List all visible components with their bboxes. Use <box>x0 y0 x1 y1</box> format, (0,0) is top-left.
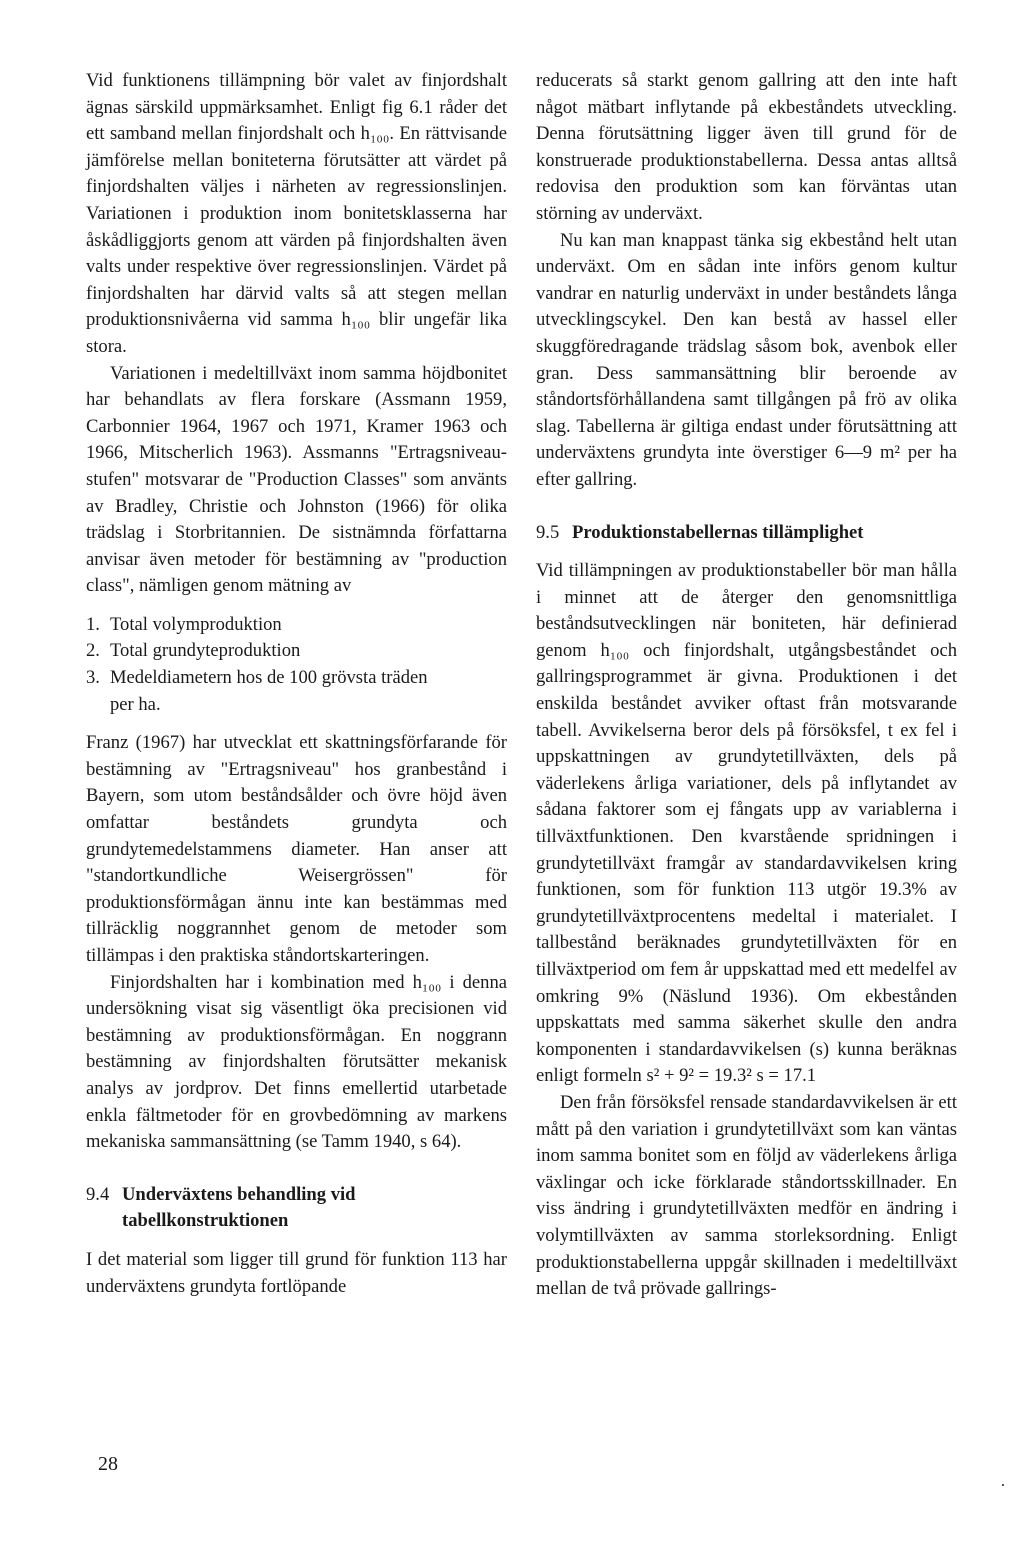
paragraph: Den från försöksfel rensade standardavvikelsen är ett mått på den variation i grundytetillväxt som kan väntas inom samma bonitet som en följd av väderlekens årliga växlingar och icke förklarade ståndortsskillnader. En viss ändring i grundytetillväxten medför en ändring i volymtillväxten av samma storleksordning. Enligt produktionstabellerna uppgår skillnaden i medeltillväxt mellan de två prövade gallrings- <box>536 1091 957 1300</box>
paragraph: Nu kan man knappast tänka sig ekbestånd helt utan underväxt. Om en sådan inte införs genom kultur vandrar en naturlig underväxt in under beståndets långa utvecklingscykel. Den kan bestå av hassel eller skuggföredragande trädslag såsom bok, avenbok eller gran. Dess sammansättning blir beroende av ståndortsförhållandena samt tillgången på frö av olika slag. Tabellerna är giltiga endast under förutsättning att underväxtens grundyta inte överstiger 6—9 m² per ha efter gallring. <box>536 229 957 490</box>
section-heading-9-5 <box>536 520 957 547</box>
scan-speck <box>1002 1484 1004 1486</box>
list-item: 1. Total volymproduktion <box>86 613 282 635</box>
section-heading-9-4 <box>86 1182 507 1235</box>
right-column <box>536 68 957 1303</box>
measurement-list <box>86 612 507 718</box>
list-item: 2. Total grundyteproduktion <box>86 640 301 662</box>
paragraph: Vid funktionens tillämpning bör valet av finjordshalt ägnas särskild uppmärksamhet. Enligt fig 6.1 råder det ett samband mellan finjordshalt och h₁₀₀. En rättvisande jämförelse mellan boniteterna förutsätter att värdet på finjordshalten väljes i närheten av regressionslinjen. Variationen i produktion inom bonitetsklasserna har åskådliggjorts genom att värden på finjordshalten även valts under respektive över regressionslinjen. Värdet på finjordshalten har därvid valts så att stegen mellan produktionsnivåerna vid samma h₁₀₀ blir ungefär lika stora. <box>86 70 507 357</box>
left-column <box>86 68 507 1300</box>
page-number: 28 <box>98 1453 118 1475</box>
paragraph: Finjordshalten har i kombination med h₁₀₀ i denna undersökning visat sig väsentligt öka precisionen vid bestämning av produktionsförmågan. En noggrann bestämning av finjordshalten förutsätter mekanisk analys av jordprov. Det finns emellertid utarbetade enkla fältmetoder för en grovbedömning av markens mekaniska sammansättning (se Tamm 1940, s 64). <box>86 971 507 1153</box>
section-title: Underväxtens behandling vid tabellkonstruktionen <box>122 1183 356 1232</box>
section-title: Produktionstabellernas tillämplighet <box>572 521 864 543</box>
paragraph: Franz (1967) har utvecklat ett skattningsförfarande för bestämning av "Ertragsniveau" hos granbestånd i Bayern, som utom beståndsålder och övre höjd även omfattar beståndets grundyta och grundytemedelstammens diameter. Han anser att "standortkundliche Weisergrössen" för produktionsförmågan ännu inte kan bestämmas med tillräcklig noggrannhet genom de metoder som tillämpas i den praktiska ståndortskarteringen. <box>86 732 507 966</box>
section-number: 9.5 <box>536 521 560 543</box>
paragraph: Vid tillämpningen av produktionstabeller bör man hålla i minnet att de återger den genomsnittliga beståndsutvecklingen när boniteten, här definierad genom h₁₀₀ och finjordshalt, utgångsbeståndet och gallringsprogrammet är givna. Produktionen i det enskilda beståndet avviker oftast från motsvarande tabell. Avvikelserna beror dels på försöksfel, t ex fel i uppskattningen av grundytetillväxten, dels på väderlekens årliga variationer, dels på inflytandet av sådana faktorer som ej fångats upp av variablerna i tillväxtfunktionen. Den kvarstående spridningen i grundytetillväxt framgår av standardavvikelsen kring funktionen, som för funktion 113 utgör 19.3% av grundytetillväxtprocentens medeltal i materialet. I tallbestånd beräknades grundytetillväxten för en tillväxtperiod om fem år uppskattad med ett medelfel av omkring 9% (Näslund 1936). Om ekbestånden uppskattats med samma säkerhet skulle den andra komponenten i standardavvikelsen (s) kunna beräknas enligt formeln s² + 9² = 19.3² s = 17.1 <box>536 560 957 1087</box>
list-item: 3. Medeldiametern hos de 100 grövsta träden per ha. <box>86 667 428 715</box>
section-number: 9.4 <box>86 1183 110 1205</box>
paragraph: reducerats så starkt genom gallring att den inte haft något mätbart inflytande på ekbeståndets utveckling. Denna förutsättning ligger även till grund för de konstruerade produktionstabellerna. Dessa antas alltså redovisa den produktion som kan förväntas utan störning av underväxt. <box>536 70 957 224</box>
paragraph: I det material som ligger till grund för funktion 113 har underväxtens grundyta fortlöpande <box>86 1248 507 1297</box>
paragraph: Variationen i medeltillväxt inom samma höjdbonitet har behandlats av flera forskare (Assmann 1959, Carbonnier 1964, 1967 och 1971, Kramer 1963 och 1966, Mitscherlich 1963). Assmanns "Ertragsniveau-stufen" motsvarar de "Production Classes" som använts av Bradley, Christie och Johnston (1966) för olika trädslag i Storbritannien. De sistnämnda författarna anvisar även metoder för bestämning av "production class", nämligen genom mätning av <box>86 362 507 597</box>
